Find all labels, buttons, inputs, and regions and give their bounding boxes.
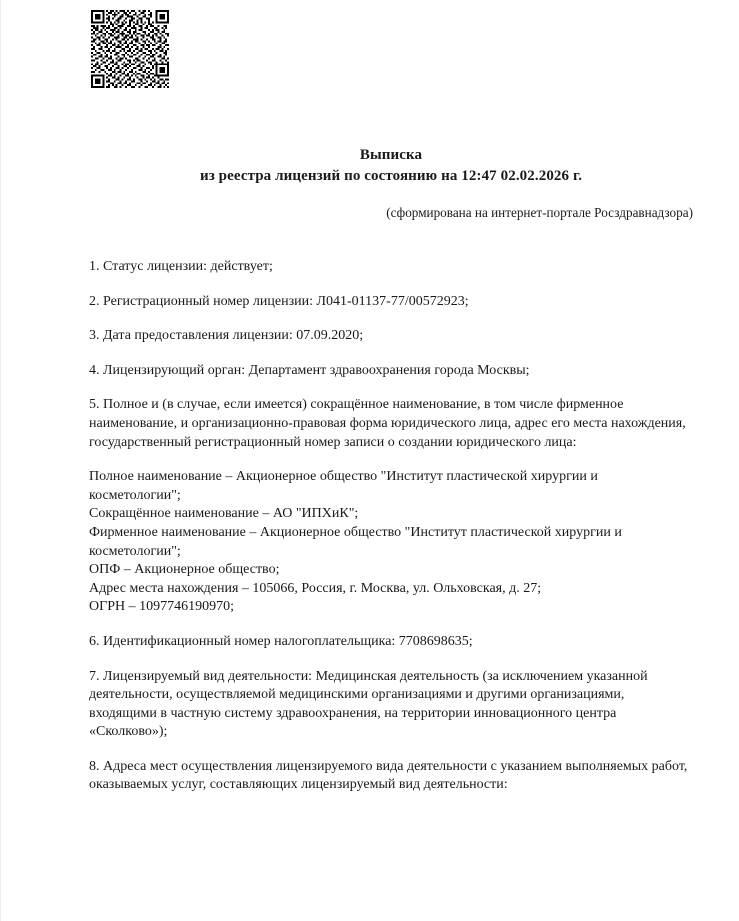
document-body xyxy=(89,258,691,795)
document-title-line-2: из реестра лицензий по состоянию на 12:47 02.02.2026 г. xyxy=(199,168,583,184)
section-status: 1. Статус лицензии: действует; xyxy=(89,259,273,274)
entity-detail-full-name: Полное наименование – Акционерное общество "Институт пластической хирургии и косметологии"; xyxy=(89,469,598,503)
entity-detail-address: Адрес места нахождения – 105066, Россия, г. Москва, ул. Ольховская, д. 27; xyxy=(89,580,542,596)
entity-detail-short-name: Сокращённое наименование – АО "ИПХиК"; xyxy=(89,506,359,522)
section-names-heading: 5. Полное и (в случае, если имеется) сокращённое наименование, в том числе фирменное наименование, и организационно-правовая форма юридического лица, адрес его места нахождения, государственный регистрационный номер записи о создании юридического лица: xyxy=(89,397,686,450)
section-activity-type: 7. Лицензируемый вид деятельности: Медицинская деятельность (за исключением указанной деятельности, осуществляемой медицинскими организациями и другими организациями, входящими в частную систему здравоохранения, на территории инновационного центра «Сколково»); xyxy=(89,668,648,740)
section-registration-number: 2. Регистрационный номер лицензии: Л041-01137-77/00572923; xyxy=(89,293,469,309)
qr-code xyxy=(91,10,169,88)
document-subtitle: (сформирована на интернет-портале Росздравнадзора) xyxy=(386,205,693,220)
section-issue-date: 3. Дата предоставления лицензии: 07.09.2020; xyxy=(89,328,364,344)
entity-details-block xyxy=(89,468,691,617)
section-inn: 6. Идентификационный номер налогоплательщика: 7708698635; xyxy=(89,633,473,649)
entity-detail-legal-form: ОПФ – Акционерное общество; xyxy=(89,562,280,578)
section-licensing-authority: 4. Лицензирующий орган: Департамент здравоохранения города Москвы; xyxy=(89,362,530,378)
document-title-line-1: Выписка xyxy=(359,147,423,163)
document-title xyxy=(89,145,693,187)
entity-detail-ogrn: ОГРН – 1097746190970; xyxy=(89,599,234,615)
section-addresses-heading: 8. Адреса мест осуществления лицензируемого вида деятельности с указанием выполняемых работ, оказываемых услуг, составляющих лицензируемый вид деятельности: xyxy=(89,758,688,793)
entity-detail-brand-name: Фирменное наименование – Акционерное общество "Институт пластической хирургии и косметологии"; xyxy=(89,524,622,559)
